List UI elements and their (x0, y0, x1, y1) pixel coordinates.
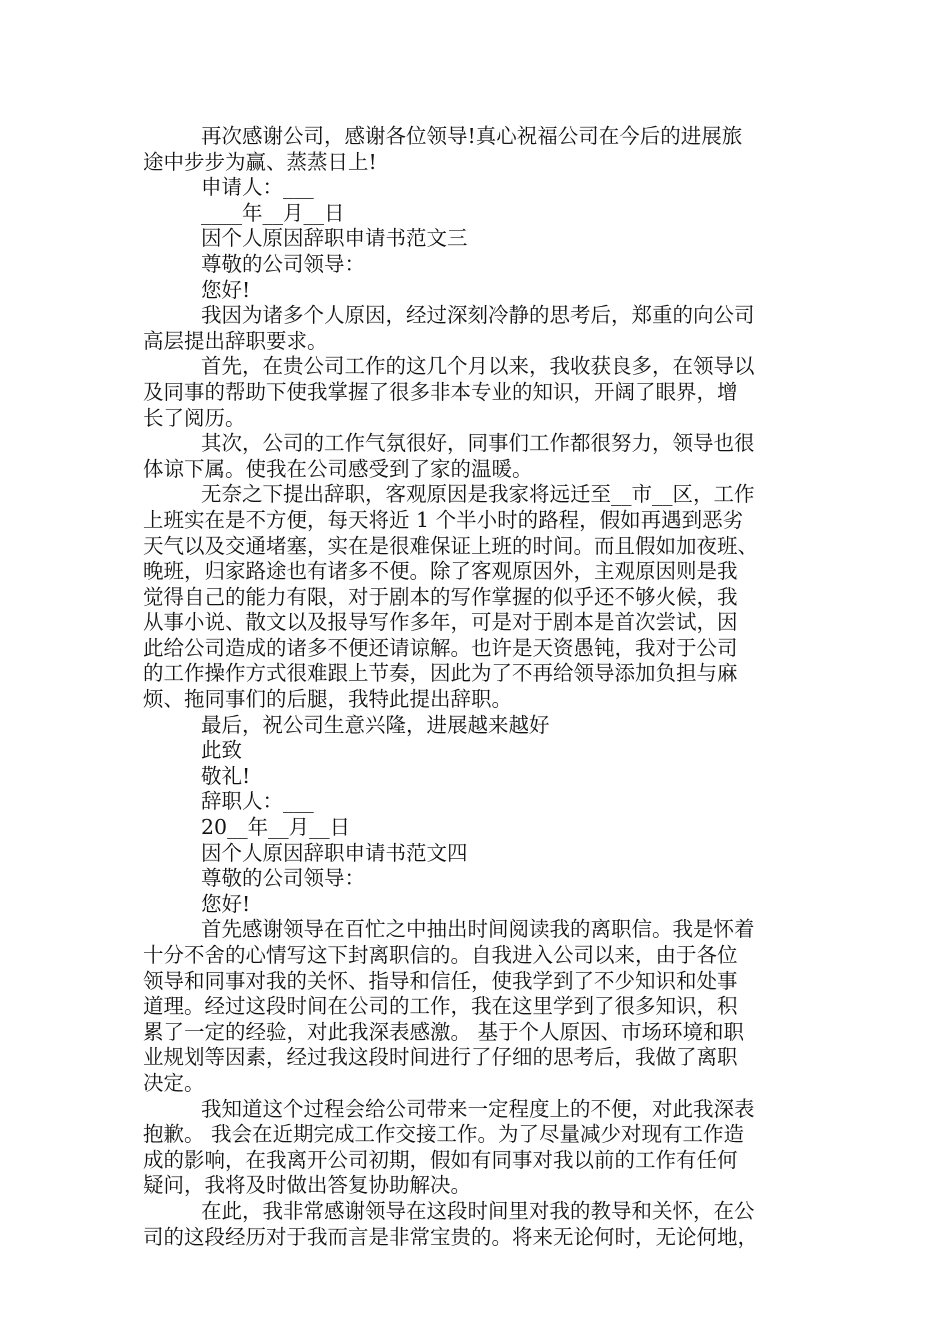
text-line: 道理。经过这段时间在公司的工作，我在这里学到了很多知识，积 (143, 994, 738, 1019)
document-body (143, 124, 815, 1250)
text-line: 疑问，我将及时做出答复协助解决。 (143, 1173, 471, 1198)
text-line: 的工作操作方式很难跟上节奏，因此为了不再给领导添加负担与麻 (143, 661, 738, 686)
text-line: 最后，祝公司生意兴隆，进展越来越好 (201, 712, 550, 737)
text-line: 晚班，归家路途也有诸多不便。除了客观原因外，主观原因则是我 (143, 559, 738, 584)
text-line: 觉得自己的能力有限，对于剧本的写作掌握的似乎还不够火候，我 (143, 584, 738, 609)
text-line: 途中步步为赢、蒸蒸日上! (143, 149, 377, 174)
text-line: 长了阅历。 (143, 405, 246, 430)
text-line: 业规划等因素，经过我这段时间进行了仔细的思考后，我做了离职 (143, 1045, 738, 1070)
text-line: 此致 (201, 738, 242, 763)
text-line: 此给公司造成的诸多不便还请谅解。也许是天资愚钝，我对于公司 (143, 635, 738, 660)
text-line: 决定。 (143, 1070, 205, 1095)
text-line: 我因为诸多个人原因，经过深刻冷静的思考后，郑重的向公司 (201, 303, 755, 328)
text-line: 从事小说、散文以及报导写作多年，可是对于剧本是首次尝试，因 (143, 610, 738, 635)
text-line: 抱歉。 我会在近期完成工作交接工作。为了尽量减少对现有工作造 (143, 1122, 745, 1147)
text-line: 十分不舍的心情写这下封离职信的。自我进入公司以来，由于各位 (143, 943, 738, 967)
text-line: 20__年__月__日 (201, 815, 351, 840)
text-line: 在此，我非常感谢领导在这段时间里对我的教导和关怀，在公 (201, 1198, 755, 1223)
text-line: 天气以及交通堵塞，实在是很难保证上班的时间。而且假如加夜班、 (143, 533, 758, 558)
text-line: 体谅下属。使我在公司感受到了家的温暖。 (143, 456, 533, 481)
text-line: 您好! (201, 277, 251, 302)
text-line: 其次，公司的工作气氛很好，同事们工作都很努力，领导也很 (201, 431, 755, 456)
text-line: 司的这段经历对于我而言是非常宝贵的。将来无论何时，无论何地， (143, 1224, 758, 1249)
text-line: 及同事的帮助下使我掌握了很多非本专业的知识，开阔了眼界，增 (143, 379, 738, 404)
text-line: 再次感谢公司，感谢各位领导!真心祝福公司在今后的进展旅 (201, 124, 743, 148)
text-line: 敬礼! (201, 763, 251, 788)
text-line: 烦、拖同事们的后腿，我特此提出辞职。 (143, 687, 512, 712)
text-line: 首先感谢领导在百忙之中抽出时间阅读我的离职信。我是怀着 (201, 917, 755, 942)
text-line: 上班实在是不方便，每天将近 1 个半小时的路程，假如再遇到恶劣 (143, 507, 744, 532)
text-line: 无奈之下提出辞职，客观原因是我家将远迁至__市__区，工作 (201, 482, 755, 507)
text-line: 您好! (201, 891, 251, 916)
text-line: 尊敬的公司领导： (201, 866, 365, 891)
text-line: 首先，在贵公司工作的这几个月以来，我收获良多，在领导以 (201, 354, 755, 379)
text-line: 累了一定的经验，对此我深表感激。 基于个人原因、市场环境和职 (143, 1019, 745, 1044)
text-line: 尊敬的公司领导： (201, 251, 365, 276)
text-line: 因个人原因辞职申请书范文四 (201, 840, 468, 865)
text-line: 高层提出辞职要求。 (143, 328, 328, 353)
text-line: 辞职人：___ (201, 789, 314, 814)
text-line: 成的影响，在我离开公司初期，假如有同事对我以前的工作有任何 (143, 1147, 738, 1172)
text-line: 因个人原因辞职申请书范文三 (201, 226, 468, 251)
text-line: 领导和同事对我的关怀、指导和信任，使我学到了不少知识和处事 (143, 968, 738, 993)
text-line: 申请人：___ (201, 175, 314, 200)
text-line: ____年__月__日 (201, 200, 345, 225)
text-line: 我知道这个过程会给公司带来一定程度上的不便，对此我深表 (201, 1096, 755, 1121)
